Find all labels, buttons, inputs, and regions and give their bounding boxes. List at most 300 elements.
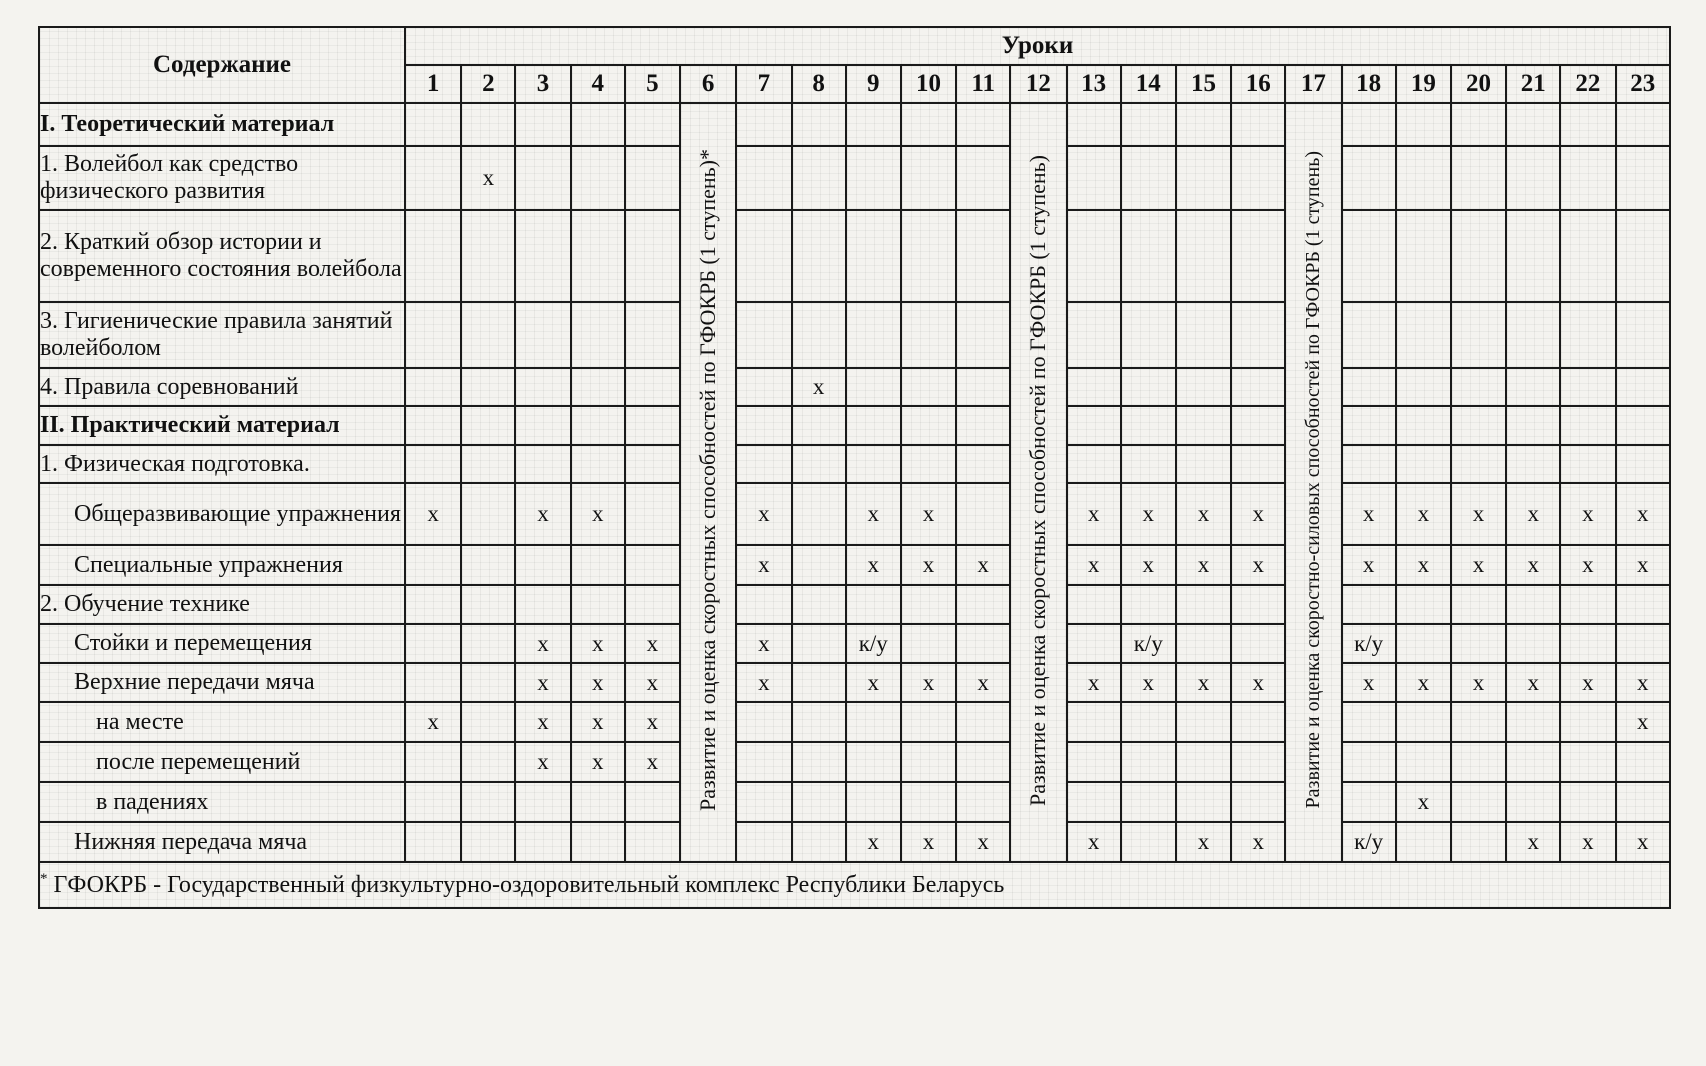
mark-cell <box>1396 103 1451 146</box>
mark-cell <box>1231 406 1285 445</box>
footnote-row <box>39 862 1670 908</box>
mark-cell <box>736 302 791 368</box>
mark-cell <box>461 406 515 445</box>
mark-cell <box>515 302 570 368</box>
mark-cell <box>901 146 956 210</box>
mark-cell <box>792 302 846 368</box>
mark-cell <box>901 742 956 782</box>
mark-cell <box>1451 624 1506 663</box>
mark-cell <box>956 103 1010 146</box>
mark-cell <box>1231 103 1285 146</box>
mark-cell <box>1121 406 1176 445</box>
mark-cell <box>461 663 515 702</box>
mark-cell <box>571 545 625 585</box>
mark-cell <box>1342 103 1396 146</box>
table-row <box>39 702 1670 742</box>
header-row-lessons <box>39 27 1670 65</box>
mark-cell <box>515 406 570 445</box>
mark-cell <box>571 368 625 406</box>
vertical-lesson-cell <box>680 103 736 862</box>
mark-cell: х <box>1616 483 1671 545</box>
mark-cell <box>846 103 901 146</box>
mark-cell <box>736 782 791 822</box>
mark-cell <box>1616 742 1671 782</box>
mark-cell <box>1396 624 1451 663</box>
mark-cell <box>1176 445 1231 483</box>
mark-cell <box>956 146 1010 210</box>
mark-cell <box>625 822 680 862</box>
mark-cell: х <box>1616 545 1671 585</box>
mark-cell <box>956 368 1010 406</box>
mark-cell <box>1451 103 1506 146</box>
lesson-number: 9 <box>846 65 901 103</box>
mark-cell: х <box>405 483 461 545</box>
mark-cell: х <box>1342 663 1396 702</box>
mark-cell: х <box>736 624 791 663</box>
mark-cell <box>1121 302 1176 368</box>
mark-cell <box>1121 585 1176 624</box>
lesson-number: 10 <box>901 65 956 103</box>
mark-cell: х <box>1560 483 1615 545</box>
mark-cell <box>901 210 956 302</box>
mark-cell: х <box>901 545 956 585</box>
vertical-lesson-cell <box>1010 103 1066 862</box>
mark-cell: х <box>956 545 1010 585</box>
mark-cell <box>1121 146 1176 210</box>
mark-cell <box>846 782 901 822</box>
mark-cell <box>1176 210 1231 302</box>
mark-cell <box>625 210 680 302</box>
mark-cell: х <box>1506 545 1560 585</box>
mark-cell <box>625 483 680 545</box>
mark-cell <box>956 702 1010 742</box>
table-row <box>39 782 1670 822</box>
mark-cell: х <box>1342 545 1396 585</box>
mark-cell <box>901 624 956 663</box>
mark-cell: х <box>1451 663 1506 702</box>
footnote <box>39 862 1670 908</box>
mark-cell: х <box>1506 663 1560 702</box>
mark-cell <box>792 483 846 545</box>
mark-cell <box>1506 368 1560 406</box>
mark-cell <box>901 302 956 368</box>
mark-cell: х <box>1451 545 1506 585</box>
mark-cell <box>846 368 901 406</box>
mark-cell: х <box>515 702 570 742</box>
mark-cell <box>571 822 625 862</box>
mark-cell <box>736 368 791 406</box>
mark-cell <box>1560 742 1615 782</box>
mark-cell <box>792 782 846 822</box>
mark-cell <box>792 445 846 483</box>
mark-cell <box>1342 702 1396 742</box>
mark-cell <box>1506 210 1560 302</box>
header-content: Содержание <box>39 27 405 103</box>
mark-cell <box>1560 702 1615 742</box>
lesson-number: 2 <box>461 65 515 103</box>
row-label: 4. Правила соревнований <box>39 368 405 406</box>
mark-cell <box>571 146 625 210</box>
mark-cell <box>1396 302 1451 368</box>
mark-cell <box>461 742 515 782</box>
vertical-lesson-text: Развитие и оценка скоростно-силовых способностей по ГФОКРБ (1 ступень) <box>1302 151 1325 809</box>
mark-cell <box>461 483 515 545</box>
mark-cell: к/у <box>1342 624 1396 663</box>
mark-cell <box>1342 585 1396 624</box>
mark-cell <box>956 624 1010 663</box>
lesson-number: 23 <box>1616 65 1671 103</box>
mark-cell <box>1067 624 1121 663</box>
mark-cell: х <box>1616 663 1671 702</box>
row-label: Нижняя передача мяча <box>39 822 405 862</box>
mark-cell <box>956 782 1010 822</box>
mark-cell <box>1451 302 1506 368</box>
mark-cell <box>792 406 846 445</box>
mark-cell <box>461 368 515 406</box>
table-row <box>39 406 1670 445</box>
mark-cell <box>515 585 570 624</box>
row-label: II. Практический материал <box>39 406 405 445</box>
mark-cell <box>1231 368 1285 406</box>
mark-cell <box>846 210 901 302</box>
mark-cell: х <box>736 663 791 702</box>
mark-cell <box>1451 782 1506 822</box>
mark-cell <box>1396 368 1451 406</box>
mark-cell <box>901 368 956 406</box>
table-row <box>39 210 1670 302</box>
mark-cell <box>1121 210 1176 302</box>
mark-cell <box>1176 702 1231 742</box>
mark-cell <box>956 406 1010 445</box>
mark-cell: х <box>1396 782 1451 822</box>
mark-cell <box>901 445 956 483</box>
mark-cell <box>1231 302 1285 368</box>
mark-cell: х <box>901 483 956 545</box>
mark-cell <box>956 445 1010 483</box>
mark-cell: х <box>405 702 461 742</box>
mark-cell: х <box>1231 545 1285 585</box>
mark-cell <box>1616 406 1671 445</box>
mark-cell: х <box>901 663 956 702</box>
mark-cell <box>1560 585 1615 624</box>
row-label: в падениях <box>39 782 405 822</box>
mark-cell <box>405 822 461 862</box>
mark-cell <box>1616 210 1671 302</box>
mark-cell <box>1342 210 1396 302</box>
mark-cell: х <box>846 545 901 585</box>
mark-cell <box>736 702 791 742</box>
mark-cell <box>405 210 461 302</box>
mark-cell <box>461 782 515 822</box>
mark-cell <box>515 445 570 483</box>
mark-cell <box>1121 103 1176 146</box>
table-row <box>39 368 1670 406</box>
table-row <box>39 822 1670 862</box>
lesson-number: 15 <box>1176 65 1231 103</box>
mark-cell: х <box>625 624 680 663</box>
mark-cell <box>1560 782 1615 822</box>
mark-cell <box>901 103 956 146</box>
mark-cell <box>1067 302 1121 368</box>
mark-cell <box>405 742 461 782</box>
mark-cell: х <box>792 368 846 406</box>
mark-cell <box>1231 742 1285 782</box>
mark-cell <box>571 782 625 822</box>
mark-cell <box>515 368 570 406</box>
mark-cell <box>792 210 846 302</box>
mark-cell <box>1176 146 1231 210</box>
mark-cell <box>1342 742 1396 782</box>
mark-cell <box>736 742 791 782</box>
mark-cell <box>405 545 461 585</box>
header-lessons: Уроки <box>405 27 1670 65</box>
lesson-number: 13 <box>1067 65 1121 103</box>
mark-cell <box>1176 368 1231 406</box>
table-row <box>39 663 1670 702</box>
lesson-number: 20 <box>1451 65 1506 103</box>
mark-cell <box>625 545 680 585</box>
mark-cell <box>625 445 680 483</box>
mark-cell <box>792 146 846 210</box>
table-row <box>39 624 1670 663</box>
mark-cell <box>736 103 791 146</box>
mark-cell <box>956 210 1010 302</box>
mark-cell <box>1616 368 1671 406</box>
mark-cell: х <box>1560 545 1615 585</box>
mark-cell <box>1616 585 1671 624</box>
mark-cell <box>405 406 461 445</box>
row-label: I. Теоретический материал <box>39 103 405 146</box>
mark-cell <box>901 782 956 822</box>
mark-cell <box>1396 210 1451 302</box>
mark-cell: х <box>1451 483 1506 545</box>
row-label: Стойки и перемещения <box>39 624 405 663</box>
mark-cell <box>1560 445 1615 483</box>
lesson-number: 16 <box>1231 65 1285 103</box>
mark-cell <box>1176 585 1231 624</box>
table-row <box>39 445 1670 483</box>
mark-cell <box>1560 368 1615 406</box>
mark-cell <box>736 146 791 210</box>
mark-cell <box>1506 406 1560 445</box>
mark-cell <box>405 663 461 702</box>
mark-cell <box>625 368 680 406</box>
mark-cell <box>1067 368 1121 406</box>
mark-cell: х <box>625 663 680 702</box>
mark-cell <box>571 210 625 302</box>
mark-cell <box>956 302 1010 368</box>
mark-cell: х <box>515 663 570 702</box>
mark-cell <box>1451 146 1506 210</box>
mark-cell <box>1176 406 1231 445</box>
row-label: Специальные упражнения <box>39 545 405 585</box>
mark-cell: х <box>571 624 625 663</box>
mark-cell <box>1506 585 1560 624</box>
mark-cell <box>405 146 461 210</box>
mark-cell <box>1342 782 1396 822</box>
lesson-number: 1 <box>405 65 461 103</box>
mark-cell <box>1176 782 1231 822</box>
mark-cell <box>1396 406 1451 445</box>
mark-cell <box>461 210 515 302</box>
mark-cell <box>1396 822 1451 862</box>
mark-cell <box>956 742 1010 782</box>
mark-cell <box>792 624 846 663</box>
mark-cell <box>1451 702 1506 742</box>
mark-cell: к/у <box>1342 822 1396 862</box>
mark-cell <box>846 406 901 445</box>
mark-cell <box>792 822 846 862</box>
mark-cell <box>1121 782 1176 822</box>
table-row <box>39 483 1670 545</box>
mark-cell <box>1067 782 1121 822</box>
mark-cell <box>1231 702 1285 742</box>
mark-cell: х <box>846 822 901 862</box>
mark-cell: к/у <box>846 624 901 663</box>
mark-cell <box>1121 368 1176 406</box>
mark-cell <box>1121 702 1176 742</box>
lesson-number: 21 <box>1506 65 1560 103</box>
mark-cell: х <box>1121 545 1176 585</box>
footnote-text: ГФОКРБ - Государственный физкультурно-оздоровительный комплекс Республики Беларусь <box>53 872 1005 898</box>
mark-cell <box>1231 585 1285 624</box>
mark-cell: х <box>571 702 625 742</box>
mark-cell <box>1067 585 1121 624</box>
mark-cell <box>792 545 846 585</box>
mark-cell <box>1396 585 1451 624</box>
mark-cell <box>405 445 461 483</box>
mark-cell <box>792 585 846 624</box>
mark-cell <box>461 822 515 862</box>
mark-cell <box>846 742 901 782</box>
mark-cell <box>792 702 846 742</box>
mark-cell <box>1560 103 1615 146</box>
mark-cell <box>515 146 570 210</box>
mark-cell <box>405 585 461 624</box>
mark-cell <box>1231 445 1285 483</box>
mark-cell <box>956 585 1010 624</box>
mark-cell <box>1451 210 1506 302</box>
mark-cell: х <box>846 663 901 702</box>
mark-cell <box>1616 103 1671 146</box>
mark-cell <box>1506 782 1560 822</box>
mark-cell: х <box>956 663 1010 702</box>
mark-cell <box>515 210 570 302</box>
mark-cell <box>846 702 901 742</box>
mark-cell <box>1342 406 1396 445</box>
row-label: Общеразвивающие упражнения <box>39 483 405 545</box>
mark-cell <box>1231 210 1285 302</box>
mark-cell <box>461 624 515 663</box>
mark-cell <box>901 702 956 742</box>
mark-cell: х <box>571 742 625 782</box>
mark-cell <box>515 782 570 822</box>
lesson-number: 8 <box>792 65 846 103</box>
vertical-lesson-text: Развитие и оценка скоростных способностей по ГФОКРБ (1 ступень) <box>1025 154 1051 806</box>
mark-cell <box>1176 302 1231 368</box>
mark-cell <box>1342 302 1396 368</box>
mark-cell: х <box>956 822 1010 862</box>
mark-cell: х <box>736 483 791 545</box>
mark-cell <box>625 302 680 368</box>
lesson-number: 12 <box>1010 65 1066 103</box>
mark-cell <box>1506 702 1560 742</box>
mark-cell <box>515 545 570 585</box>
mark-cell <box>1451 445 1506 483</box>
mark-cell <box>571 103 625 146</box>
mark-cell: х <box>736 545 791 585</box>
mark-cell <box>1342 146 1396 210</box>
mark-cell <box>1396 445 1451 483</box>
mark-cell: х <box>901 822 956 862</box>
mark-cell: х <box>1560 663 1615 702</box>
mark-cell <box>956 483 1010 545</box>
mark-cell <box>1451 368 1506 406</box>
mark-cell: х <box>1231 663 1285 702</box>
mark-cell <box>1067 702 1121 742</box>
mark-cell <box>1506 445 1560 483</box>
mark-cell <box>846 302 901 368</box>
mark-cell: х <box>1396 483 1451 545</box>
mark-cell <box>461 103 515 146</box>
mark-cell <box>846 146 901 210</box>
mark-cell <box>461 445 515 483</box>
mark-cell <box>792 103 846 146</box>
mark-cell <box>1451 742 1506 782</box>
mark-cell <box>1231 146 1285 210</box>
mark-cell <box>846 445 901 483</box>
mark-cell <box>1067 445 1121 483</box>
mark-cell <box>1067 103 1121 146</box>
mark-cell <box>1616 445 1671 483</box>
mark-cell <box>901 406 956 445</box>
lesson-number: 6 <box>680 65 736 103</box>
mark-cell: х <box>1067 545 1121 585</box>
mark-cell: х <box>571 663 625 702</box>
mark-cell <box>736 585 791 624</box>
mark-cell <box>1616 146 1671 210</box>
mark-cell <box>405 782 461 822</box>
mark-cell: х <box>1396 545 1451 585</box>
mark-cell <box>625 146 680 210</box>
mark-cell <box>625 585 680 624</box>
mark-cell <box>405 302 461 368</box>
mark-cell <box>1506 103 1560 146</box>
mark-cell <box>1506 302 1560 368</box>
vertical-lesson-text: Развитие и оценка скоростных способностей по ГФОКРБ (1 ступень)* <box>695 149 721 811</box>
mark-cell <box>792 663 846 702</box>
table-row <box>39 146 1670 210</box>
row-label: на месте <box>39 702 405 742</box>
table-row <box>39 585 1670 624</box>
mark-cell <box>405 624 461 663</box>
table-row <box>39 103 1670 146</box>
mark-cell <box>1560 406 1615 445</box>
row-label: 1. Физическая подготовка. <box>39 445 405 483</box>
mark-cell <box>1067 742 1121 782</box>
mark-cell <box>1067 210 1121 302</box>
mark-cell <box>1616 782 1671 822</box>
footnote-marker: * <box>40 871 48 887</box>
lesson-number: 18 <box>1342 65 1396 103</box>
row-label: 2. Обучение технике <box>39 585 405 624</box>
mark-cell <box>625 782 680 822</box>
mark-cell: х <box>1506 822 1560 862</box>
mark-cell <box>1121 742 1176 782</box>
mark-cell <box>1342 368 1396 406</box>
mark-cell: х <box>1176 545 1231 585</box>
mark-cell <box>792 742 846 782</box>
